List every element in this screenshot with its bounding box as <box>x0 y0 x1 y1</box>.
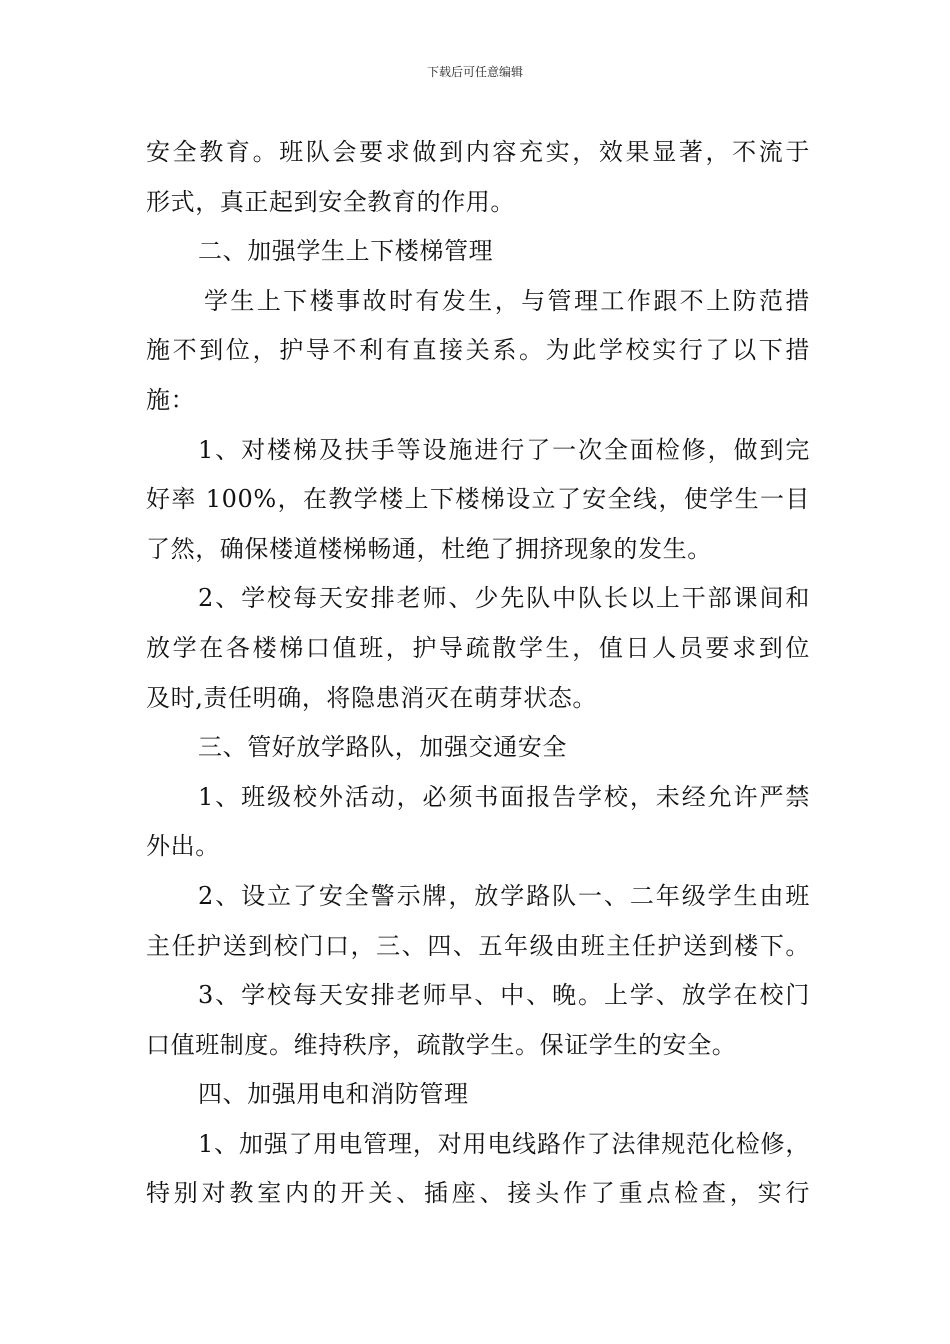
section-heading-3: 三、管好放学路队，加强交通安全 <box>198 733 567 762</box>
body-line-1: 安全教育。班队会要求做到内容充实，效果显著，不流于 <box>146 138 810 166</box>
section-heading-4: 四、加强用电和消防管理 <box>198 1080 469 1109</box>
body-line-8: 好率 100%，在教学楼上下楼梯设立了安全线，使学生一目 <box>146 485 810 514</box>
body-line-4: 学生上下楼事故时有发生，与管理工作跟不上防范措 <box>204 286 810 315</box>
body-line-19: 口值班制度。维持秩序，疏散学生。保证学生的安全。 <box>146 1030 737 1059</box>
body-line-7: 1、对楼梯及扶手等设施进行了一次全面检修，做到完 <box>198 435 810 464</box>
body-line-18: 3、学校每天安排老师早、中、晚。上学、放学在校门 <box>198 981 810 1010</box>
body-line-16: 2、设立了安全警示牌，放学路队一、二年级学生由班 <box>198 881 810 910</box>
body-line-11: 放学在各楼梯口值班，护导疏散学生，值日人员要求到位 <box>146 633 810 662</box>
body-line-14: 1、班级校外活动，必须书面报告学校，未经允许严禁 <box>198 782 810 811</box>
body-line-15: 外出。 <box>146 832 220 861</box>
body-line-12: 及时,责任明确，将隐患消灭在萌芽状态。 <box>146 683 598 712</box>
document-body <box>146 128 810 1219</box>
body-line-21: 1、加强了用电管理，对用电线路作了法律规范化检修， <box>198 1129 810 1158</box>
body-line-5: 施不到位，护导不利有直接关系。为此学校实行了以下措 <box>146 336 810 365</box>
page-header-note: 下载后可任意编辑 <box>426 65 523 79</box>
body-line-17: 主任护送到校门口，三、四、五年级由班主任护送到楼下。 <box>146 931 810 960</box>
body-line-2: 形式，真正起到安全教育的作用。 <box>146 187 515 216</box>
body-line-6: 施： <box>146 385 196 414</box>
body-line-22: 特别对教室内的开关、插座、接头作了重点检查，实行 <box>146 1179 810 1208</box>
body-line-9: 了然，确保楼道楼梯畅通，杜绝了拥挤现象的发生。 <box>146 534 712 563</box>
section-heading-2: 二、加强学生上下楼梯管理 <box>198 237 494 266</box>
body-line-10: 2、学校每天安排老师、少先队中队长以上干部课间和 <box>198 584 810 613</box>
